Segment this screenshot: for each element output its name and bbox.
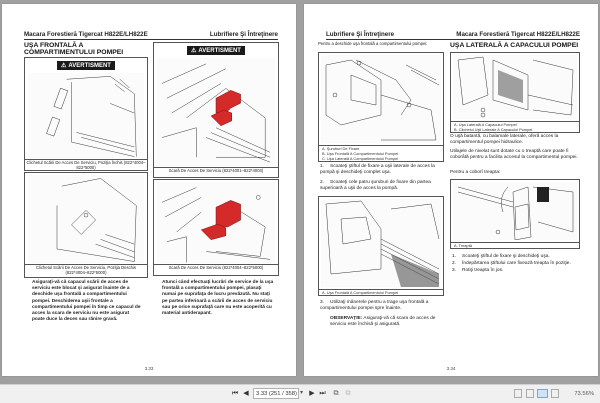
- warning-triangle-icon: ⚠: [61, 63, 67, 69]
- figure-box-4: [153, 179, 279, 276]
- warning-triangle-icon: ⚠: [191, 48, 197, 54]
- figure-art: [321, 55, 441, 143]
- step-1: 1. Scoateţi ştiftul de fixare şi deschideţi uşa.: [452, 254, 550, 259]
- step-2: 2. Îndepărtarea ştiftului care fixează treapta în poziţie.: [452, 261, 571, 266]
- navigation-toolbar: [0, 384, 600, 403]
- figure-latch-open: [28, 175, 144, 263]
- figure-art: [453, 182, 577, 240]
- step-1: 1. Scoateţi ştiftul de fixare a uşii laterale de acces la pompă şi deschideţi complet uşa.: [320, 164, 435, 176]
- figure-caption: Scară De Acces De Serviciu (822*4004–822*5000): [154, 264, 278, 270]
- warning-text-1: Asiguraţi-vă că capacul scării de acces de serviciu este blocat şi asigurat înainte de a deschide uşa frontală a compartimentului pompei. Deschiderea uşii frontale a compartimentului pompei în timp ce capacul de acces la scara de serviciu nu este asigurat poate duce la deces sau rănire gravă.: [32, 280, 141, 323]
- figure-art: [321, 199, 441, 287]
- figure-caption: Clichetul Scării De Acces De Serviciu, Poziţia Închis (822*4004–822*5000): [26, 160, 146, 170]
- figure-latch-closed: [28, 73, 144, 158]
- page-left: [2, 4, 296, 376]
- view-two-page-continuous-icon[interactable]: [551, 389, 559, 398]
- section-title: UŞA FRONTALĂ A COMPARTIMENTULUI POMPEI: [24, 42, 124, 56]
- prev-page-icon[interactable]: ◀: [243, 390, 249, 397]
- page-dropdown-icon[interactable]: ▾: [300, 390, 304, 396]
- figure-front-door: [318, 196, 444, 290]
- header-section: Lubrifiere Şi Întreţinere: [209, 31, 278, 38]
- note: OBSERVAŢIE: Asiguraţi-vă că scara de acces de serviciu este închisă şi asigurată.: [330, 316, 436, 328]
- page-number: 3.34: [446, 366, 456, 371]
- section-title: UŞA LATERALĂ A CAPACULUI POMPEI: [450, 42, 579, 49]
- warning-box-2: [153, 42, 279, 178]
- view-continuous-icon[interactable]: [526, 389, 534, 398]
- figure-pump-compartment: [318, 52, 444, 146]
- figure-legend: A. Şuruburi De Fixare B. Uşa Frontală A Compartimentului Pompei C. Uşa Laterală A Compartimentului Pompei: [318, 145, 444, 162]
- figure-access-ladder-1: [157, 58, 275, 166]
- figure-art: [453, 55, 577, 119]
- figure-side-door: [450, 52, 580, 122]
- view-single-page-icon[interactable]: [514, 389, 522, 398]
- next-page-icon[interactable]: ▶: [309, 390, 315, 397]
- header-title: Macara Forestieră Tigercat H822E/LH822E: [24, 31, 148, 38]
- figure-legend: A. Treaptă: [450, 242, 580, 249]
- zoom-level[interactable]: 73.56%: [574, 391, 594, 397]
- paragraph: Utilajele de nivelat sunt dotate cu o treaptă care poate fi coborâtă pentru a facilita accesul la compartimentul pompei.: [450, 149, 578, 161]
- intro-text: Pentru a deschide uşa frontală a compartimentului pompei:: [318, 41, 428, 46]
- page-number-input[interactable]: 3.33 (251 / 358): [253, 388, 299, 399]
- page-header: [326, 29, 580, 40]
- header-title: Macara Forestieră Tigercat H822E/LH822E: [456, 31, 580, 38]
- figure-step: [450, 179, 580, 243]
- header-section: Lubrifiere Şi Întreţinere: [326, 31, 395, 38]
- page-number: 3.33: [144, 366, 154, 371]
- step-2: 2. Scoateţi cele patru şuruburi de fixare din partea superioară a uşii de acces la pompă.: [320, 180, 431, 192]
- figure-legend: A. Uşa Frontală A Compartimentului Pompei: [318, 289, 444, 296]
- first-page-icon[interactable]: ⏮: [231, 390, 239, 397]
- history-forward-icon[interactable]: ⧉: [345, 390, 351, 397]
- step-3: 3. Rotiţi treapta în jos.: [452, 268, 504, 273]
- paragraph: O uşă batantă, cu balamale laterale, oferă acces la compartimentul pompei hidraulice.: [450, 134, 559, 146]
- history-back-icon[interactable]: ⧉: [333, 390, 339, 397]
- warning-badge: ⚠ AVERTISMENT: [187, 46, 245, 55]
- figure-access-ladder-2: [157, 182, 275, 263]
- last-page-icon[interactable]: ⏭: [319, 390, 326, 397]
- figure-caption: Scară De Acces De Serviciu (822*4001–822*4003): [154, 167, 278, 173]
- figure-box-2: [24, 172, 148, 278]
- view-two-page-icon[interactable]: [537, 389, 548, 398]
- warning-box-1: [24, 57, 148, 171]
- figure-legend: A. Uşa Laterală A Capacului Pompei B. Clichetul Uşii Laterale A Capacului Pompei: [450, 121, 580, 133]
- paragraph: Pentru a coborî treapta:: [450, 170, 501, 175]
- warning-badge: ⚠ AVERTISMENT: [57, 61, 115, 70]
- page-header: [24, 29, 278, 40]
- page-right: [304, 4, 598, 376]
- step-3: 3. Utilizaţi mânerele pentru a trage uşa frontală a compartimentului pompei spre înainte.: [320, 300, 429, 312]
- warning-text-2: Atunci când efectuaţi lucrări de service de la uşa frontală a compartimentului pompei, plasaţi numai pe suprafaţa de lucru prevăzută. Nu staţi pe partea inferioară a scării de acces de serviciu sau pe orice suprafaţă care nu este acoperită cu material antiderapant.: [162, 280, 274, 317]
- figure-caption: Clichetul Scării De Acces De Serviciu, Poziţia Deschis (822*4004–822*5000): [25, 264, 147, 275]
